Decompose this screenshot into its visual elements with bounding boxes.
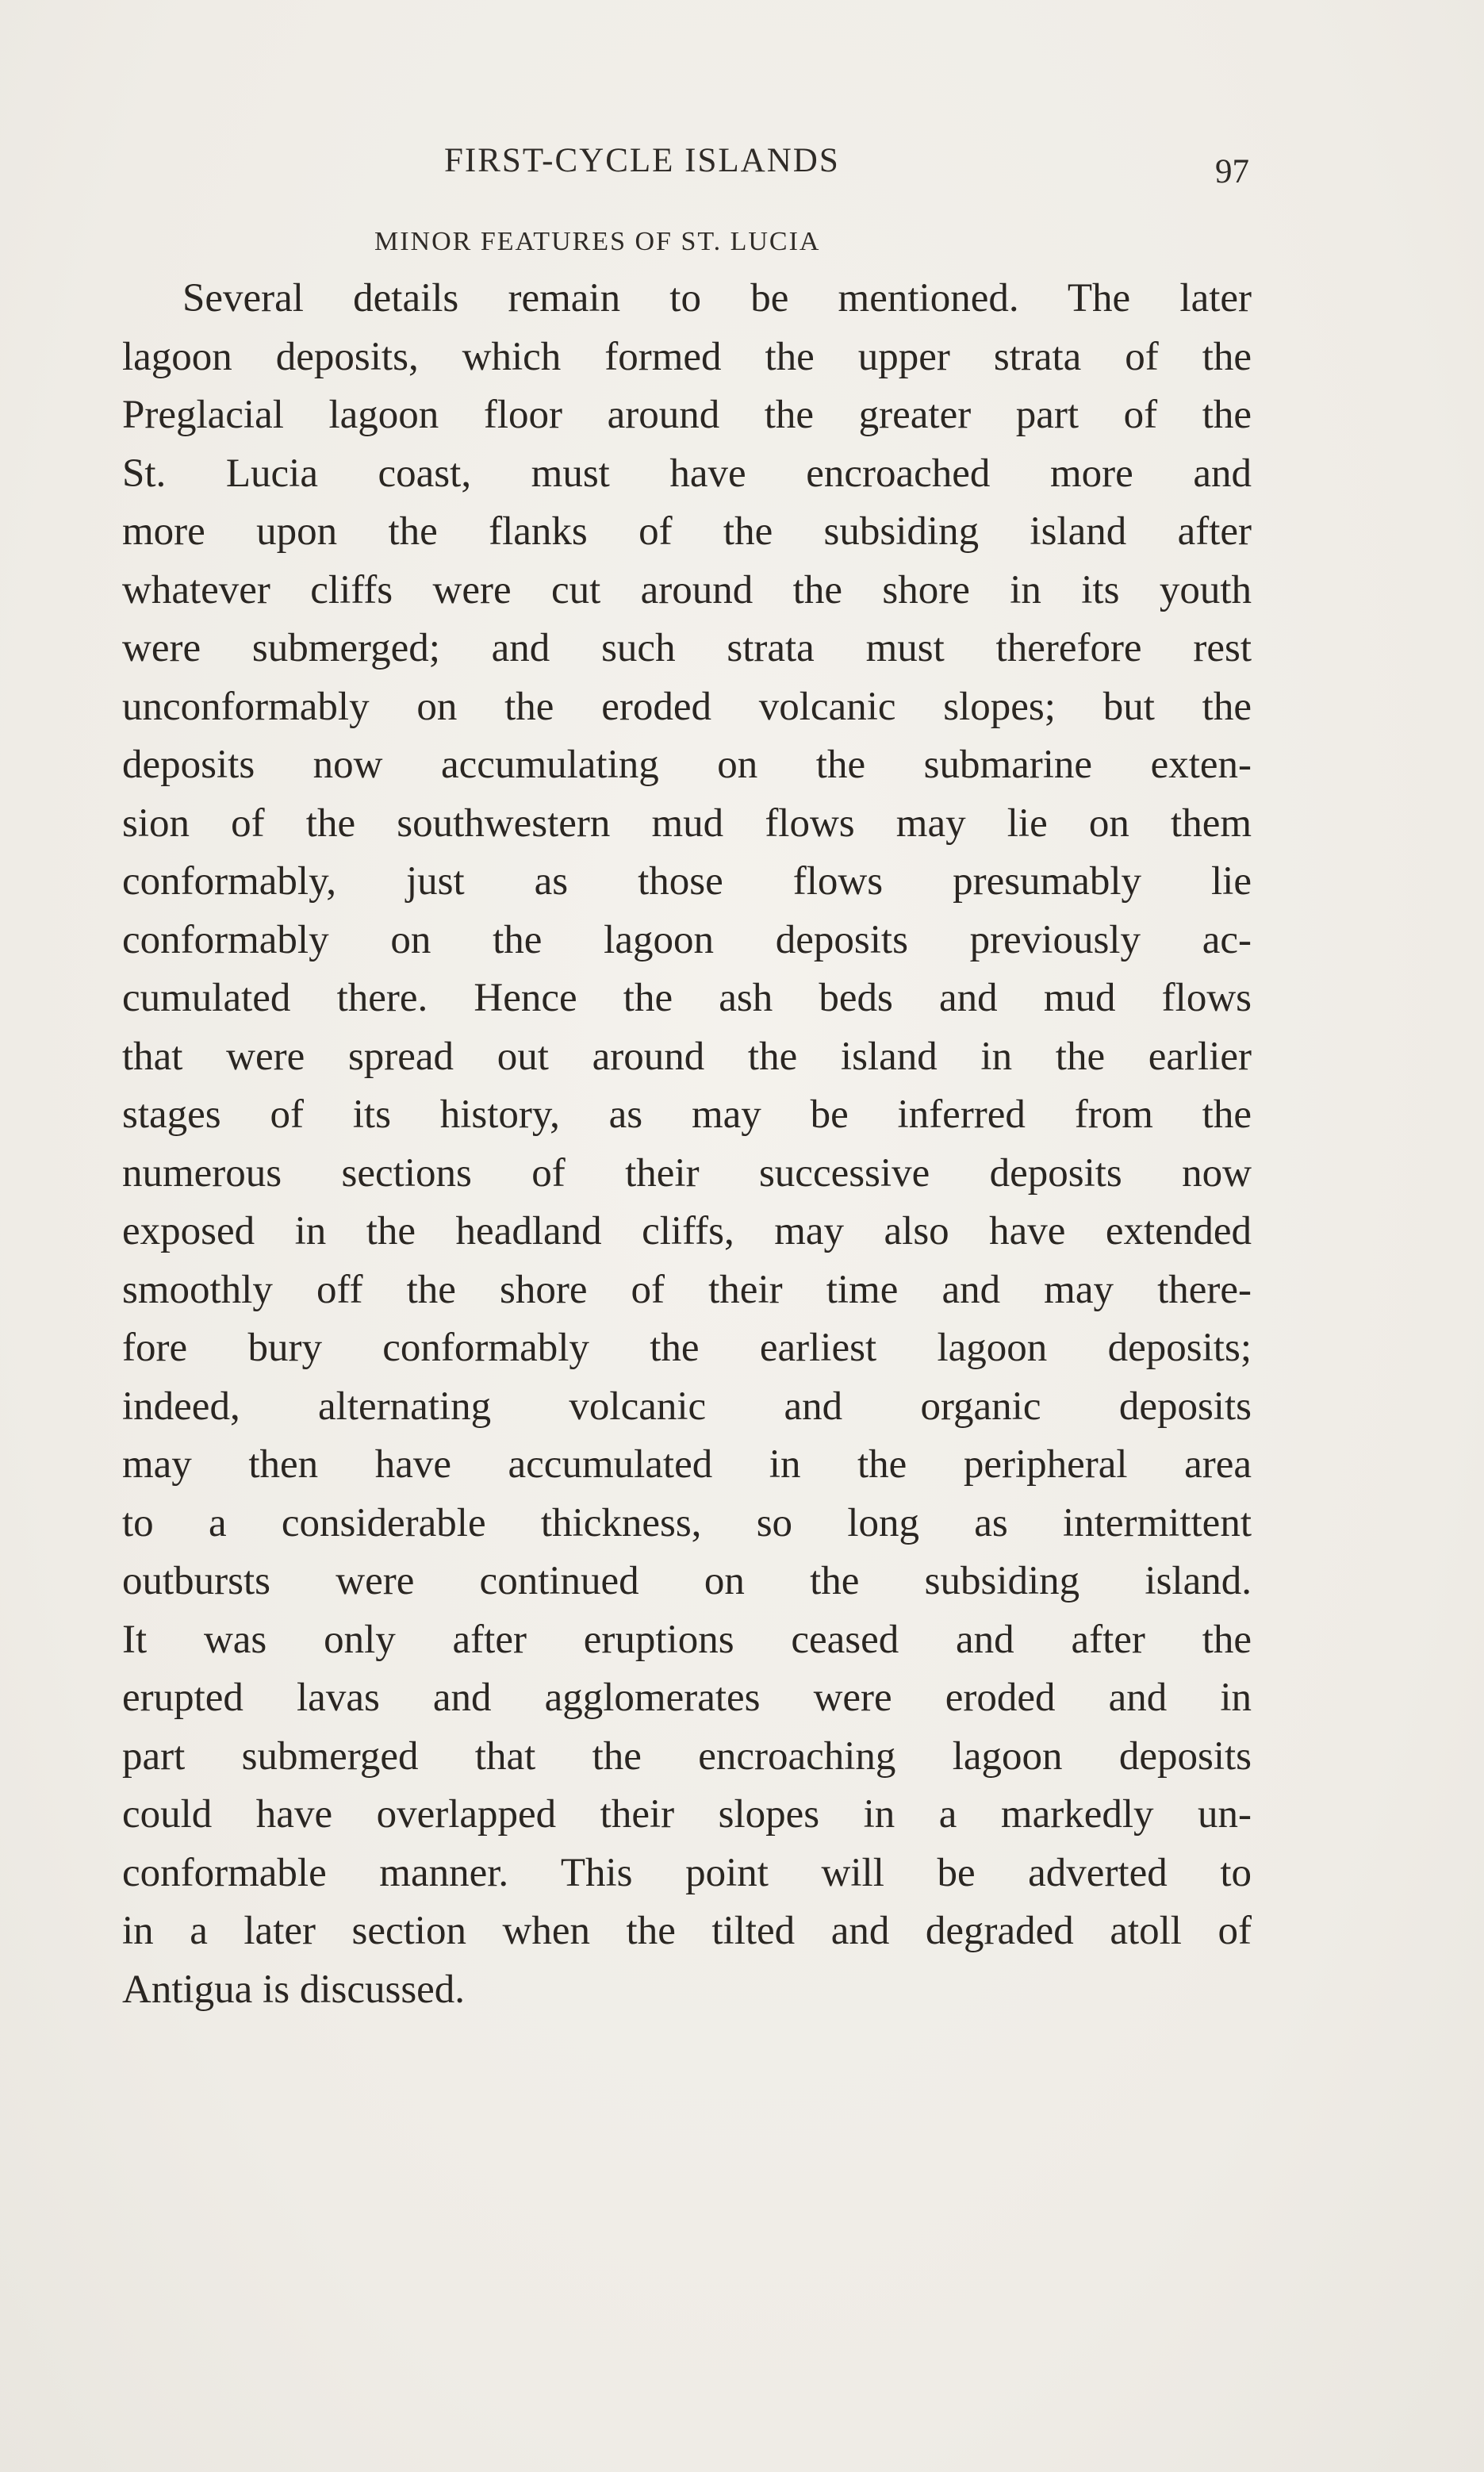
page-number: 97 — [1215, 153, 1249, 190]
text-line: conformably on the lagoon deposits previously ac- — [122, 917, 1252, 962]
text-line: deposits now accumulating on the submarine exten- — [122, 743, 1252, 787]
text-line: unconformably on the eroded volcanic slopes; but the — [122, 684, 1252, 729]
text-line: were submerged; and such strata must therefore rest — [122, 626, 1252, 670]
text-line: conformably, just as those flows presumably lie — [122, 859, 1252, 904]
text-line: exposed in the headland cliffs, may also have extended — [122, 1209, 1252, 1253]
text-line: Antigua is discussed. — [122, 1967, 466, 2012]
body-paragraph — [122, 270, 1252, 2019]
text-line: to a considerable thickness, so long as intermittent — [122, 1500, 1252, 1545]
text-line: in a later section when the tilted and degraded atoll of — [122, 1909, 1252, 1953]
text-line: that were spread out around the island in the earlier — [122, 1034, 1252, 1079]
running-title: FIRST-CYCLE ISLANDS — [444, 142, 840, 179]
text-line: Preglacial lagoon floor around the greater part of the — [122, 393, 1252, 437]
text-line: outbursts were continued on the subsiding island. — [122, 1559, 1252, 1603]
text-line: part submerged that the encroaching lagoon deposits — [122, 1733, 1252, 1779]
text-line: smoothly off the shore of their time and may there- — [122, 1267, 1252, 1312]
text-line: St. Lucia coast, must have encroached more and — [122, 451, 1252, 496]
text-line: It was only after eruptions ceased and after the — [122, 1617, 1252, 1662]
text-line: erupted lavas and agglomerates were eroded and in — [122, 1676, 1252, 1720]
text-line: numerous sections of their successive deposits now — [122, 1150, 1252, 1196]
text-line: may then have accumulated in the peripheral area — [122, 1442, 1252, 1487]
text-line: sion of the southwestern mud flows may lie on them — [122, 800, 1252, 846]
text-line: could have overlapped their slopes in a markedly un- — [122, 1792, 1252, 1837]
text-line: stages of its history, as may be inferred from the — [122, 1092, 1252, 1137]
section-heading: MINOR FEATURES OF ST. LUCIA — [374, 227, 821, 256]
text-line: more upon the flanks of the subsiding island after — [122, 509, 1252, 554]
text-line: conformable manner. This point will be adverted to — [122, 1850, 1252, 1895]
text-line: cumulated there. Hence the ash beds and mud flows — [122, 976, 1252, 1020]
text-line: whatever cliffs were cut around the shore in its youth — [122, 567, 1252, 612]
text-line: fore bury conformably the earliest lagoon deposits; — [122, 1326, 1252, 1370]
text-line: indeed, alternating volcanic and organic deposits — [122, 1384, 1252, 1429]
text-line: Several details remain to be mentioned. The later — [182, 276, 1252, 321]
text-line: lagoon deposits, which formed the upper strata of the — [122, 334, 1252, 379]
